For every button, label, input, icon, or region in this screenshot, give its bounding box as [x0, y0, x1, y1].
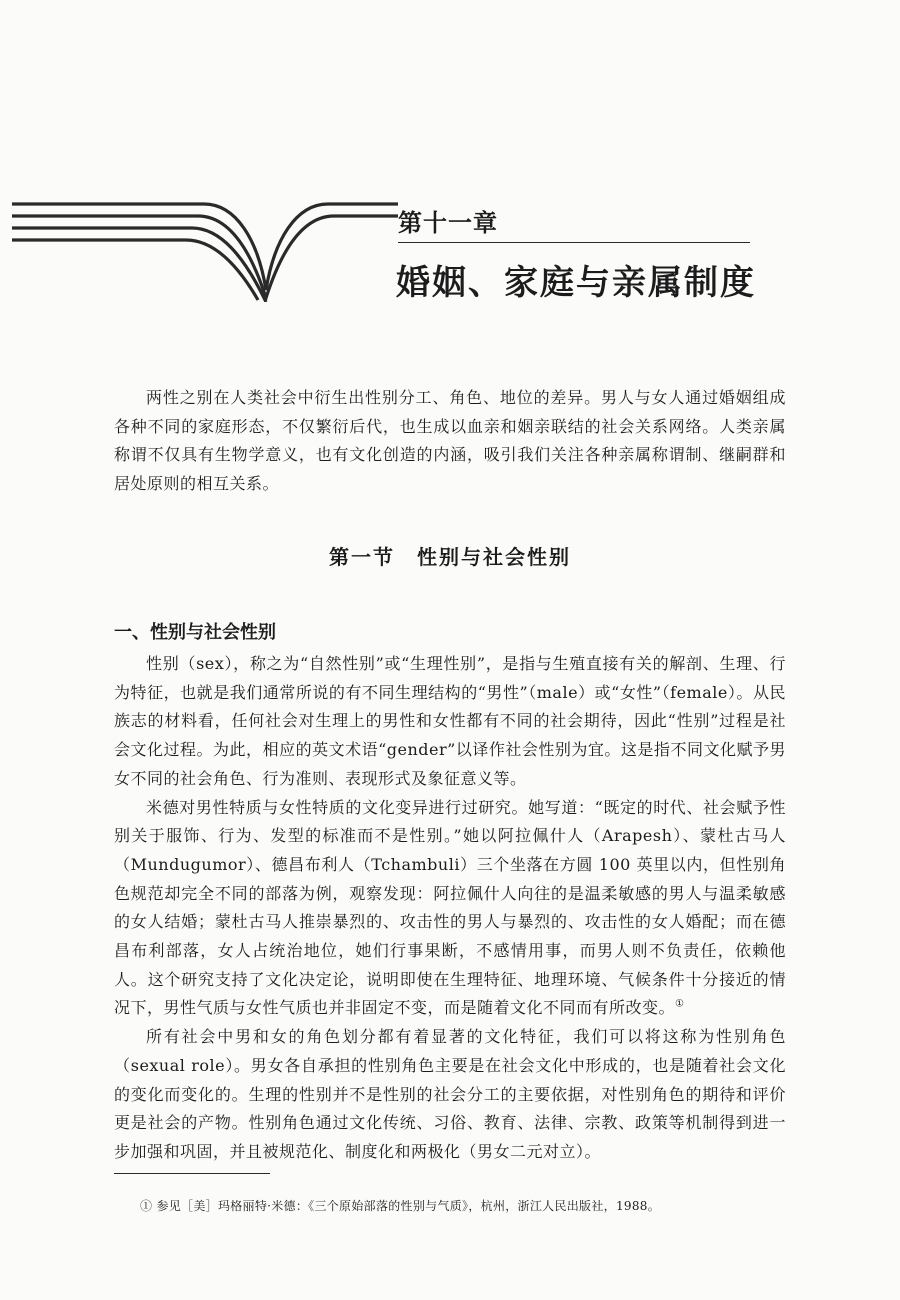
body-paragraph-3: 所有社会中男和女的角色划分都有着显著的文化特征，我们可以将这称为性别角色（sexual role）。男女各自承担的性别角色主要是在社会文化中形成的，也是随着社会文化的变化而变化的。生理的性别并不是性别的社会分工的主要依据，对性别角色的期待和评价更是社会的产物。性别角色通过文化传统、习俗、教育、法律、宗教、政策等机制得到进一步加强和巩固，并且被规范化、制度化和两极化（男女二元对立）。: [114, 1027, 786, 1161]
body-paragraph-2: [114, 794, 786, 1024]
chapter-ornament: [8, 190, 400, 302]
footnote-reference[interactable]: ①: [675, 999, 685, 1011]
chapter-title: 婚姻、家庭与亲属制度: [396, 263, 756, 303]
footnote: [140, 1197, 780, 1215]
intro-paragraph: 两性之别在人类社会中衍生出性别分工、角色、地位的差异。男人与女人通过婚姻组成各种不同的家庭形态，不仅繁衍后代，也生成以血亲和姻亲联结的社会关系网络。人类亲属称谓不仅具有生物学意义，也有文化创造的内涵，吸引我们关注各种亲属称谓制、继嗣群和居处原则的相互关系。: [114, 388, 786, 494]
footnote-marker: ①: [140, 1199, 153, 1213]
body-paragraph-2-text: 米德对男性特质与女性特质的文化变异进行过研究。她写道：“既定的时代、社会赋予性别关于服饰、行为、发型的标准而不是性别。”她以阿拉佩什人（Arapesh）、蒙杜古马人（Mundugumor）、德昌布利人（Tchambuli）三个坐落在方圆 100 英里以内，但性别角色规范却完全不同的部落为例，观察发现：阿拉佩什人向往的是温柔敏感的男人与温柔敏感的女人结婚；蒙杜古马人推崇暴烈的、攻击性的男人与暴烈的、攻击性的女人婚配；而在德昌布利部落，女人占统治地位，她们行事果断，不感情用事，而男人则不负责任，依赖他人。这个研究支持了文化决定论，说明即使在生理特征、地理环境、气候条件十分接近的情况下，男性气质与女性气质也并非固定不变，而是随着文化不同而有所改变。: [114, 797, 786, 1018]
chapter-divider: [398, 242, 750, 243]
body-text: [114, 650, 786, 1167]
section-title: 第一节 性别与社会性别: [329, 545, 571, 569]
chapter-label: 第十一章: [398, 209, 498, 237]
footnote-text: 参见［美］玛格丽特·米德：《三个原始部落的性别与气质》，杭州，浙江人民出版社，1988。: [156, 1199, 660, 1213]
chapter-intro: [114, 384, 786, 499]
subsection-title: 一、性别与社会性别: [114, 622, 276, 643]
body-paragraph-1: 性别（sex），称之为“自然性别”或“生理性别”，是指与生殖直接有关的解剖、生理、行为特征，也就是我们通常所说的有不同生理结构的“男性”（male）或“女性”（female）。从民族志的材料看，任何社会对生理上的男性和女性都有不同的社会期待，因此“性别”过程是社会文化过程。为此，相应的英文术语“gender”以译作社会性别为宜。这是指不同文化赋予男女不同的社会角色、行为准则、表现形式及象征意义等。: [114, 654, 786, 788]
footnote-divider: [114, 1173, 270, 1174]
